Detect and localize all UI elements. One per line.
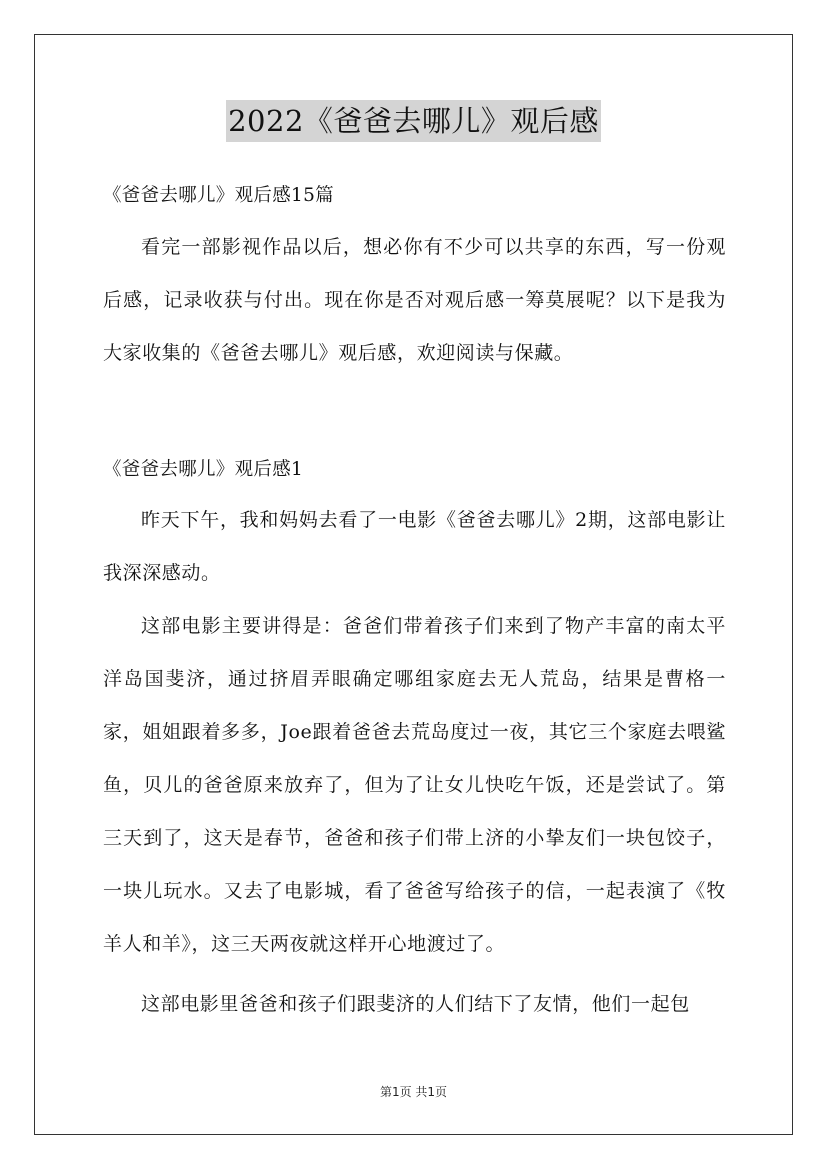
- page-footer: 第1页 共1页: [379, 1085, 448, 1099]
- section-heading: 《爸爸去哪儿》观后感1: [103, 459, 304, 480]
- body-paragraph-1: 昨天下午，我和妈妈去看了一电影《爸爸去哪儿》2期，这部电影让我深深感动。: [103, 509, 726, 584]
- intro-paragraph: 看完一部影视作品以后，想必你有不少可以共享的东西，写一份观后感，记录收获与付出。现在你是否对观后感一筹莫展呢？以下是我为大家收集的《爸爸去哪儿》观后感，欢迎阅读与保藏。: [103, 236, 726, 364]
- title-block: [0, 100, 827, 142]
- body-paragraph-3: 这部电影里爸爸和孩子们跟斐济的人们结下了友情，他们一起包: [141, 993, 690, 1015]
- document-subtitle: 《爸爸去哪儿》观后感15篇: [103, 185, 334, 206]
- document-title: 2022《爸爸去哪儿》观后感: [226, 100, 601, 142]
- body-paragraph-2: 这部电影主要讲得是：爸爸们带着孩子们来到了物产丰富的南太平洋岛国斐济，通过挤眉弄眼确定哪组家庭去无人荒岛，结果是曹格一家，姐姐跟着多多，Joe跟着爸爸去荒岛度过一夜，其它三个家庭去喂鲨鱼，贝儿的爸爸原来放弃了，但为了让女儿快吃午饭，还是尝试了。第三天到了，这天是春节，爸爸和孩子们带上济的小挚友们一块包饺子，一块儿玩水。又去了电影城，看了爸爸写给孩子的信，一起表演了《牧羊人和羊》，这三天两夜就这样开心地渡过了。: [103, 615, 726, 955]
